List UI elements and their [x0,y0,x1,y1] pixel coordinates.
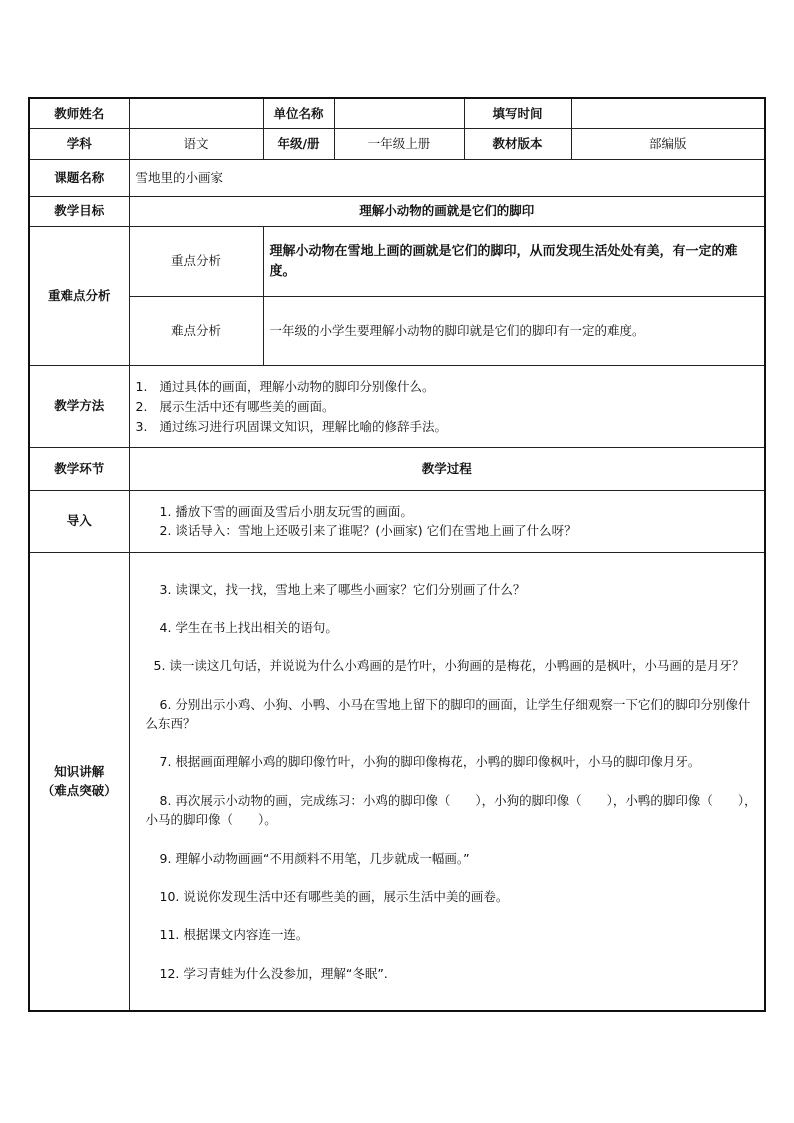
methods-cell [129,365,765,447]
intro-cell [129,490,765,552]
key-label: 重点分析 [129,226,263,296]
subject-row [29,128,765,159]
subject-value: 语文 [129,128,263,159]
method-item: 1. 通过具体的画面，理解小动物的脚印分别像什么。 [135,378,435,394]
date-value [571,98,765,128]
step-item: 3. 读课文，找一找，雪地上来了哪些小画家？它们分别画了什么？ [159,581,526,597]
lesson-plan-table [28,97,766,1012]
method-item: 3. 通过练习进行巩固课文知识，理解比喻的修辞手法。 [135,418,448,434]
teacher-label: 教师姓名 [29,98,129,128]
knowledge-row [29,552,765,1011]
grade-label: 年级/册 [263,128,334,159]
step-item: 4. 学生在书上找出相关的语句。 [159,619,338,635]
step-item: 6. 分别出示小鸡、小狗、小鸭、小马在雪地上留下的脚印的画面，让学生仔细观察一下它们的脚印分别像什么东西？ [145,696,751,731]
process-header-row [29,447,765,490]
intro-line: 2. 谈话导入：雪地上还吸引来了谁呢？(小画家) 它们在雪地上画了什么呀？ [159,523,577,538]
lesson-label: 课题名称 [29,159,129,196]
unit-value [334,98,464,128]
intro-label: 导入 [29,490,129,552]
step-item: 5. 读一读这几句话，并说说为什么小鸡画的是竹叶，小狗画的是梅花，小鸭画的是枫叶，小马画的是月牙？ [153,658,745,674]
goal-row [29,196,765,226]
key-value: 理解小动物在雪地上画的画就是它们的脚印，从而发现生活处处有美，有一定的难度。 [269,243,738,279]
goal-value: 理解小动物的画就是它们的脚印 [129,196,765,226]
step-item: 11. 根据课文内容连一连。 [159,927,309,943]
step-item: 7. 根据画面理解小鸡的脚印像竹叶，小狗的脚印像梅花，小鸭的脚印像枫叶，小马的脚印像月牙。 [159,754,701,770]
header-row [29,98,765,128]
step-item: 8. 再次展示小动物的画，完成练习：小鸡的脚印像（ ），小狗的脚印像（ ），小鸭的脚印像（ ），小马的脚印像（ ）。 [145,792,757,828]
method-item: 2. 展示生活中还有哪些美的画面。 [135,398,335,414]
step-item: 12. 学习青蛙为什么没参加，理解“冬眠”. [159,965,388,981]
difficult-value: 一年级的小学生要理解小动物的脚印就是它们的脚印有一定的难度。 [263,296,765,365]
key-analysis-row [29,226,765,296]
goal-label: 教学目标 [29,196,129,226]
subject-label: 学科 [29,128,129,159]
teacher-value [129,98,263,128]
knowledge-cell [129,552,765,1011]
process-label: 教学过程 [129,447,765,490]
difficult-analysis-row [29,296,765,365]
step-item: 9. 理解小动物画画“不用颜料不用笔，几步就成一幅画。” [159,850,470,866]
unit-label: 单位名称 [263,98,334,128]
stage-label: 教学环节 [29,447,129,490]
methods-row [29,365,765,447]
intro-line: 1. 播放下雪的画面及雪后小朋友玩雪的画面。 [159,503,413,519]
methods-label: 教学方法 [29,365,129,447]
lesson-row [29,159,765,196]
knowledge-label: 知识讲解 （难点突破） [29,552,129,1011]
date-label: 填写时间 [464,98,571,128]
difficult-label: 难点分析 [129,296,263,365]
lesson-value: 雪地里的小画家 [129,159,765,196]
analysis-label: 重难点分析 [29,226,129,365]
methods-list [136,377,759,437]
step-item: 10. 说说你发现生活中还有哪些美的画，展示生活中美的画卷。 [159,888,509,904]
edition-label: 教材版本 [464,128,571,159]
key-value-cell [263,226,765,296]
intro-row [29,490,765,552]
edition-value: 部编版 [571,128,765,159]
grade-value: 一年级上册 [334,128,464,159]
